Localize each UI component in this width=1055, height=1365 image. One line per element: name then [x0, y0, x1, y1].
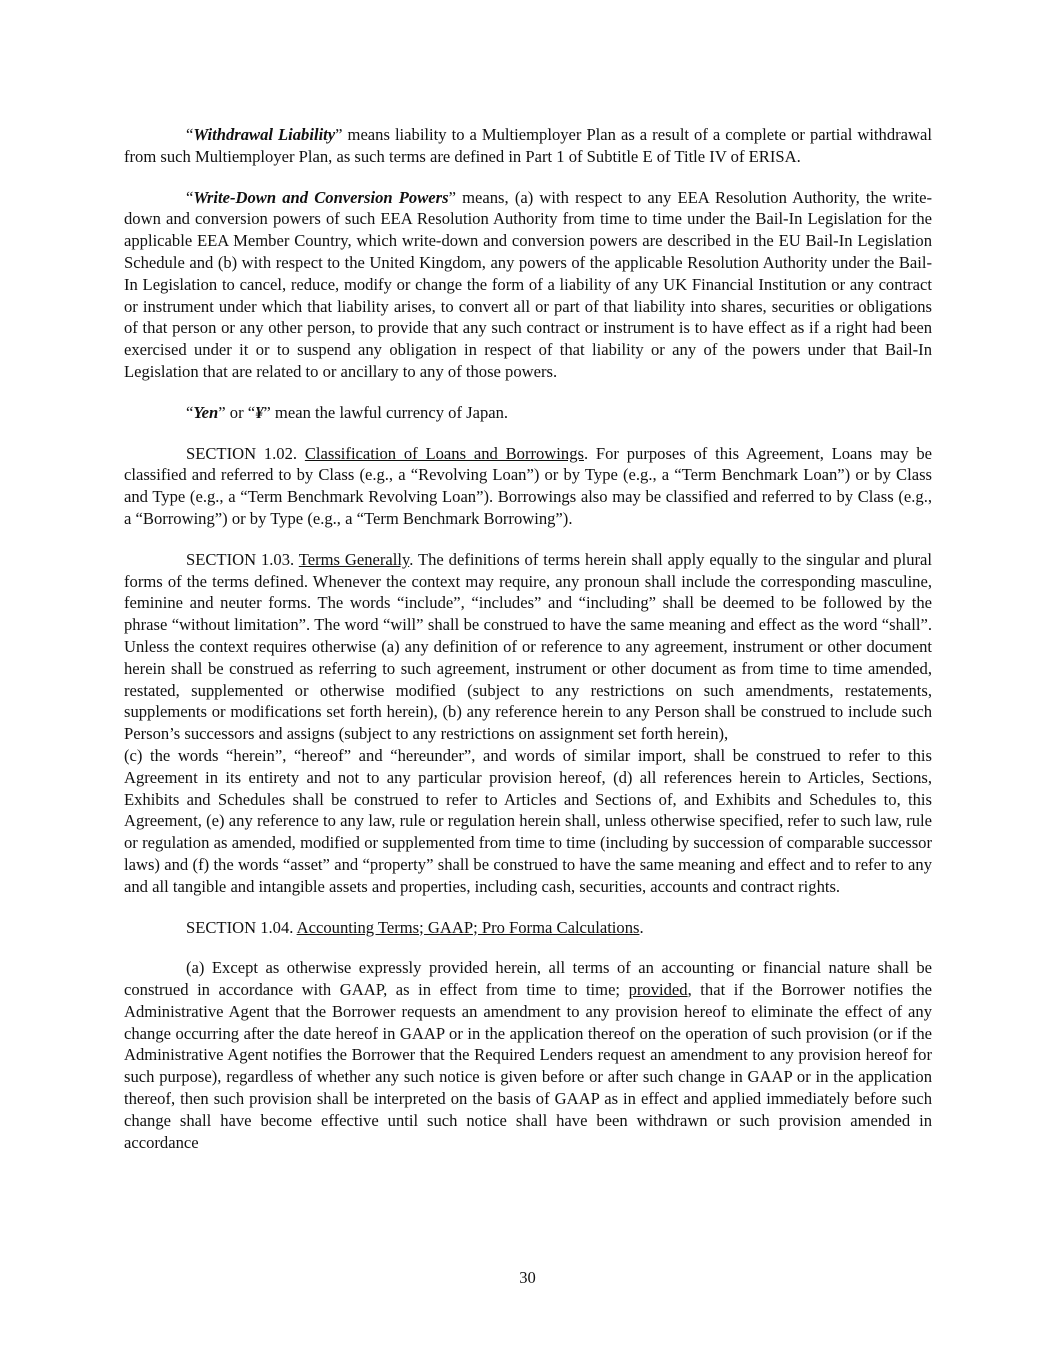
definition-yen: [124, 402, 932, 424]
definition-text: ” means, (a) with respect to any EEA Resolution Authority, the write-down and conversion powers of such EEA Resolution Authority from time to time under the Bail-In Legislation for the applicable EEA Member Country, which write-down and conversion powers are described in the EU Bail-In Legislation Schedule and (b) with respect to the United Kingdom, any powers of the applicable Resolution Authority under the Bail-In Legislation to cancel, reduce, modify or change the form of a liability of any UK Financial Institution or any contract or instrument under which that liability arises, to convert all or part of that liability into shares, securities or obligations of that person or any other person, to provide that any such contract or instrument is to have effect as if a right had been exercised under it or to suspend any obligation in respect of that liability or any of the powers under that Bail-In Legislation that are related to or ancillary to any of those powers.: [124, 187, 933, 381]
definition-connector: ” or “: [218, 402, 256, 422]
section-title: Terms Generally: [298, 549, 410, 569]
section-number: SECTION 1.04.: [186, 917, 294, 937]
section-1-04-heading: [124, 917, 932, 939]
section-text: . For purposes of this Agreement, Loans may be classified and referred to by Class (e.g., a “Revolving Loan”) or by Type (e.g., a “Term Benchmark Loan”) or by Class and Type (e.g., a “Term Benchmark Revolving Loan”). Borrowings also may be classified and referred to by Class (e.g., a “Borrowing”) or by Type (e.g., a “Term Benchmark Borrowing”).: [124, 443, 932, 528]
section-1-03-continuation: [124, 745, 932, 898]
page-number: 30: [519, 1268, 536, 1287]
document-page: [124, 124, 932, 1172]
open-quote: “: [186, 187, 194, 207]
section-1-03: [124, 549, 932, 745]
section-text: . The definitions of terms herein shall apply equally to the singular and plural forms of the terms defined. Whenever the context may require, any pronoun shall include the corresponding masculine, feminine and neuter forms. The words “include”, “includes” and “including” shall be deemed to be followed by the phrase “without limitation”. The word “will” shall be construed to have the same meaning and effect as the word “shall”. Unless the context requires otherwise (a) any definition of or reference to any agreement, instrument or other document herein shall be construed as referring to such agreement, instrument or other document as from time to time amended, restated, supplemented or otherwise modified (subject to any restrictions on such amendments, restatements, supplements or modifications set forth herein), (b) any reference herein to any Person shall be construed to include such Person’s successors and assigns (subject to any restrictions on assignment set forth herein),: [124, 549, 932, 744]
clause-text: (a) Except as otherwise expressly provided herein, all terms of an accounting or financial nature shall be construed in accordance with GAAP, as in effect from time to time;: [124, 958, 932, 1000]
section-number: SECTION 1.02.: [186, 443, 298, 463]
section-text-continuation: (c) the words “herein”, “hereof” and “hereunder”, and words of similar import, shall be construed to refer to this Agreement in its entirety and not to any particular provision hereof, (d) all references herein to Articles, Sections, Exhibits and Schedules shall be construed to refer to Articles and Sections of, and Exhibits and Schedules to, this Agreement, (e) any reference to any law, rule or regulation herein shall, unless otherwise specified, refer to such law, rule or regulation as amended, modified or supplemented from time to time (including by succession of comparable successor laws) and (f) the words “asset” and “property” shall be construed to have the same meaning and effect and to refer to any and all tangible and intangible assets and properties, including cash, securities, accounts and contract rights.: [124, 745, 932, 896]
section-title: Accounting Terms; GAAP; Pro Forma Calculations: [296, 917, 640, 937]
definition-text: ” means liability to a Multiemployer Plan as a result of a complete or partial withdrawal from such Multiemployer Plan, as such terms are defined in Part 1 of Subtitle E of Title IV of ERISA.: [124, 125, 932, 166]
yen-symbol: ¥: [255, 402, 264, 422]
clause-text-continued: , that if the Borrower notifies the Administrative Agent that the Borrower requests an amendment to any provision hereof to eliminate the effect of any change occurring after the date hereof in GAAP or in the application thereof on the operation of such provision (or if the Administrative Agent notifies the Borrower that the Required Lenders request an amendment to any provision hereof for such purpose), regardless of whether any such notice is given before or after such change in GAAP or in the application thereof, then such provision shall be interpreted on the basis of GAAP as in effect and applied immediately before such change shall have become effective until such notice shall have been withdrawn or such provision amended in accordance: [124, 980, 932, 1152]
definition-text: ” mean the lawful currency of Japan.: [263, 402, 509, 422]
defined-term: Yen: [193, 402, 219, 422]
defined-term: Write-Down and Conversion Powers: [193, 187, 449, 207]
section-1-02: [124, 443, 932, 530]
section-heading-punct: .: [639, 917, 644, 937]
defined-term: Withdrawal Liability: [193, 125, 336, 144]
open-quote: “: [186, 125, 194, 144]
section-title: Classification of Loans and Borrowings: [304, 443, 584, 463]
open-quote: “: [186, 402, 194, 422]
definition-write-down-powers: [124, 187, 932, 383]
section-1-04-a: [124, 957, 932, 1153]
section-number: SECTION 1.03.: [186, 549, 295, 569]
definition-withdrawal-liability: [124, 124, 932, 168]
provided-term: provided: [628, 980, 688, 1000]
